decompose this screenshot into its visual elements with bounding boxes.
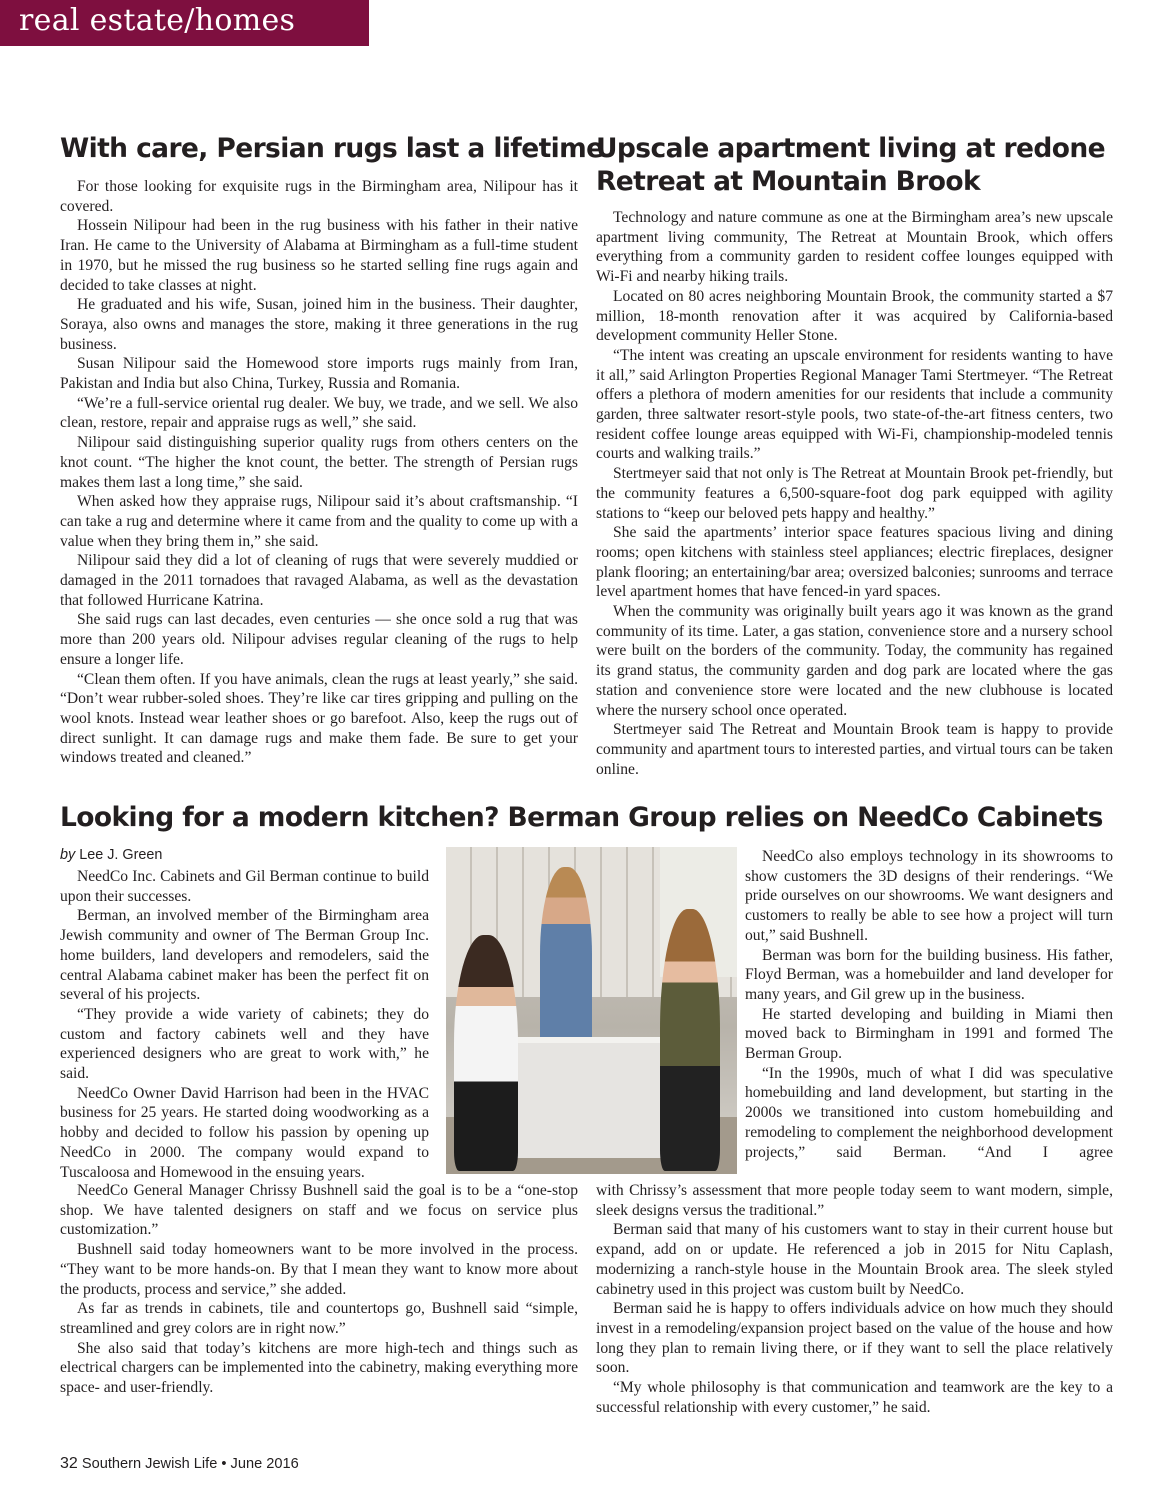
rugs-paragraph: Nilipour said they did a lot of cleaning of rugs that were severely muddied or damaged in the 2011 tornadoes that ravaged Alabama, as well as the devastation that followed Hurricane Katrina. [60,552,578,609]
retreat-paragraph: Located on 80 acres neighboring Mountain Brook, the community started a $7 million, 18-month renovation after it was acquired by California-based development community Heller Stone. [596,287,1113,345]
rugs-headline: With care, Persian rugs last a lifetime [60,133,604,164]
kitchen-paragraph: Bushnell said today homeowners want to be more involved in the process. “They want to be more hands-on. By that I mean they want to know more about the products, process and service,” she added. [60,1241,578,1298]
retreat-headline-line-2: Retreat at Mountain Brook [596,166,980,197]
kitchen-paragraph: “My whole philosophy is that communication and teamwork are the key to a successful relationship with every customer,” he said. [596,1379,1113,1416]
kitchen-paragraph: NeedCo General Manager Chrissy Bushnell said the goal is to be a “one-stop shop. We have talented designers on staff and we focus on service plus customization.” [60,1182,578,1239]
rugs-paragraph: “We’re a full-service oriental rug dealer. We buy, we trade, and we sell. We also clean, restore, repair and appraise rugs as well,” she said. [60,394,578,432]
kitchen-paragraph: Berman said that many of his customers want to stay in their current house but expand, add on or update. He referenced a job in 2015 for Nitu Caplash, modernizing a ranch-style house in the Mountain Brook area. The sleek styled cabinetry used in this project was custom built by NeedCo. [596,1221,1113,1298]
retreat-paragraph: She said the apartments’ interior space features spacious living and dining rooms; open kitchens with stainless steel appliances; electric fireplaces, designer plank flooring; an entertaining/bar area; oversized balconies; sunrooms and terrace level apartment homes that have fenced-in yard spaces. [596,524,1113,601]
retreat-paragraph: When the community was originally built years ago it was known as the grand community of its time. Later, a gas station, convenience store and a nursery school were built on the borders of the community. Today, the community has regained its grand status, the community garden and dog park are located where the gas station and convenience store were located and the new clubhouse is located where the nursery school once operated. [596,603,1113,719]
retreat-paragraph: Stertmeyer said The Retreat and Mountain Brook team is happy to provide community and apartment tours to interested parties, and virtual tours can be taken online. [596,721,1113,778]
kitchen-bottom-right-column [596,1181,1113,1417]
kitchen-paragraph: “They provide a wide variety of cabinets; they do custom and factory cabinets well and they have experienced designers who are great to work with,” he said. [60,1005,429,1083]
rugs-article-body [60,177,578,768]
publication-info: Southern Jewish Life • June 2016 [81,1456,299,1472]
rugs-paragraph: Hossein Nilipour had been in the rug business with his father in their native Iran. He came to the University of Alabama at Birmingham as a full-time student in 1970, but he missed the rug business so he started selling fine rugs again and decided to take classes at night. [60,217,578,294]
kitchen-left-column [60,847,429,1182]
kitchen-paragraph: As far as trends in cabinets, tile and countertops go, Bushnell said “simple, streamlined and grey colors are in right now.” [60,1300,578,1337]
page-footer [60,1455,299,1473]
retreat-paragraph: “The intent was creating an upscale environment for residents wanting to have it all,” said Arlington Properties Regional Manager Tami Stertmeyer. “The Retreat offers a plethora of modern amenities for our residents that include a community garden, three saltwater resort-style pools, two state-of-the-art fitness centers, two resident coffee lounge areas equipped with Wi-Fi, championship-modeled tennis courts and walking trails.” [596,346,1113,463]
photo-person-right [660,909,720,1171]
photo-countertop [506,1037,676,1158]
kitchen-paragraph: Berman, an involved member of the Birmingham area Jewish community and owner of The Berman Group Inc. home builders, land developers and remodelers, said the central Alabama cabinet maker has been the perfect fit on several of his projects. [60,907,429,1004]
byline-prefix: by [60,847,76,863]
page-number: 32 [60,1455,78,1472]
kitchen-paragraph-continued: with Chrissy’s assessment that more people today seem to want modern, simple, sleek designs versus the traditional.” [596,1182,1113,1219]
rugs-paragraph: Nilipour said distinguishing superior quality rugs from others centers on the knot count. “The higher the knot count, the better. The strength of Persian rugs makes them last a long time,” she said. [60,434,578,491]
kitchen-paragraph: Berman was born for the building business. His father, Floyd Berman, was a homebuilder and land developer for many years, and Gil grew up in the business. [745,946,1113,1003]
retreat-paragraph: Technology and nature commune as one at the Birmingham area’s new upscale apartment living community, The Retreat at Mountain Brook, which offers everything from a community garden to resident coffee lounges equipped with Wi-Fi and nearby hiking trails. [596,209,1113,286]
kitchen-paragraph: Berman said he is happy to offers individuals advice on how much they should invest in a remodeling/expansion project based on the value of the house and how long they plan to remain living there, or if they want to sell the place relatively soon. [596,1300,1113,1377]
rugs-paragraph: For those looking for exquisite rugs in the Birmingham area, Nilipour has it covered. [60,178,578,215]
rugs-paragraph: She said rugs can last decades, even centuries — she once sold a rug that was more than 200 years old. Nilipour advises regular cleaning of the rugs to help ensure a longer life. [60,611,578,668]
kitchen-paragraph: NeedCo also employs technology in its showrooms to show customers the 3D designs of their renderings. “We pride ourselves on our showrooms. We want designers and customers to really be able to see how a project will turn out,” said Bushnell. [745,848,1113,944]
kitchen-paragraph: She also said that today’s kitchens are more high-tech and things such as electrical chargers can be implemented into the cabinetry, making everything more space- and user-friendly. [60,1339,578,1397]
rugs-paragraph: “Clean them often. If you have animals, clean the rugs at least yearly,” she said. “Don’t wear rubber-soled shoes. They’re like car tires gripping and pulling on the wool knots. Instead wear leather shoes or go barefoot. Also, keep the rugs out of direct sunlight. It can damage rugs and make them fade. Be sure to get your windows treated and cleaned.” [60,670,578,767]
photo-person-center [540,867,592,1057]
section-banner-label: real estate/homes [19,3,296,38]
retreat-headline-line-1: Upscale apartment living at redone [596,133,1105,164]
kitchen-paragraph: NeedCo Owner David Harrison had been in the HVAC business for 25 years. He started doing woodworking as a hobby and decided to follow his passion by opening up NeedCo in 2000. The company would expand to Tuscaloosa and Homewood in the ensuing years. [60,1084,429,1181]
rugs-paragraph: When asked how they appraise rugs, Nilipour said it’s about craftsmanship. “I can take a rug and determine where it came from and the quality to come up with a value when they bring them in,” she said. [60,493,578,550]
kitchen-paragraph: NeedCo Inc. Cabinets and Gil Berman continue to build upon their successes. [60,868,429,905]
rugs-paragraph: Susan Nilipour said the Homewood store imports rugs mainly from Iran, Pakistan and India but also China, Turkey, Russia and Romania. [60,355,578,393]
rugs-paragraph: He graduated and his wife, Susan, joined him in the business. Their daughter, Soraya, also owns and manages the store, making it three generations in the rug business. [60,296,578,353]
retreat-paragraph: Stertmeyer said that not only is The Retreat at Mountain Brook pet-friendly, but the community features a 6,500-square-foot dog park equipped with agility stations to “keep our beloved pets happy and healthy.” [596,465,1113,522]
byline-author: Lee J. Green [79,847,163,863]
kitchen-right-upper-column [745,847,1113,1162]
kitchen-paragraph: “In the 1990s, much of what I did was speculative homebuilding and land development, but starting in the 2000s we transitioned into custom homebuilding and remodeling to complement the neighborhood development projects,” said Berman. “And I agree [745,1064,1113,1161]
byline [60,847,429,864]
showroom-photo [446,847,737,1174]
section-banner [0,0,369,46]
photo-person-left [454,935,518,1171]
retreat-article-body [596,208,1113,779]
kitchen-headline: Looking for a modern kitchen? Berman Group relies on NeedCo Cabinets [60,802,1103,833]
kitchen-paragraph: He started developing and building in Miami then moved back to Birmingham in 1991 and formed The Berman Group. [745,1005,1113,1063]
kitchen-bottom-left-column [60,1181,578,1398]
